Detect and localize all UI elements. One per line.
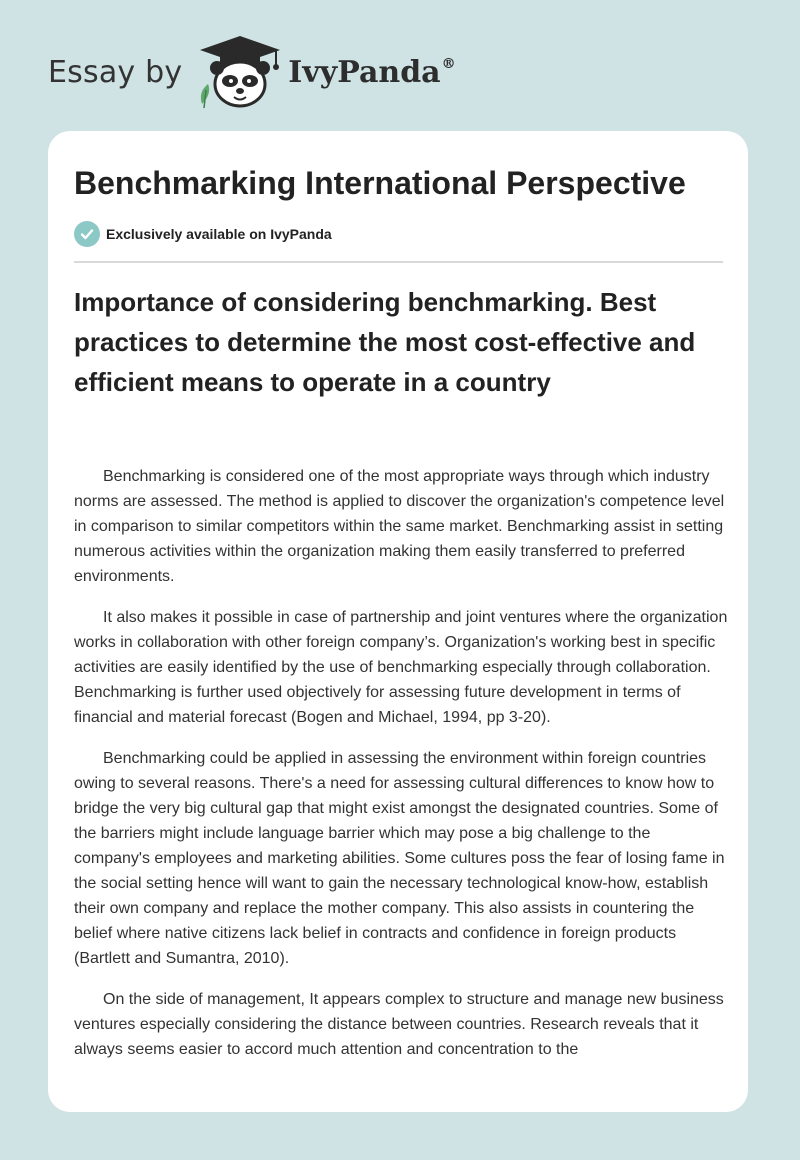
article-body <box>74 464 729 1078</box>
page-title: Benchmarking International Perspective <box>74 165 686 201</box>
article-card <box>48 131 748 1112</box>
exclusive-badge <box>74 221 332 247</box>
brand-name[interactable] <box>288 55 455 90</box>
paragraph: Benchmarking could be applied in assessing the environment within foreign countries owing to several reasons. There's a need for assessing cultural differences to know how to bridge the very big cultural gap that might exist amongst the designated countries. Some of the barriers might include language barrier which may pose a big challenge to the company's employees and marketing abilities. Some cultures poss the fear of losing fame in the social setting hence will want to gain the necessary technological know-how, establish their own company and replace the mother company. This also assists in countering the belief where native citizens lack belief in contracts and confidence in foreign products (Bartlett and Sumantra, 2010). <box>74 750 725 967</box>
panda-logo-icon[interactable] <box>194 34 286 110</box>
section-heading: Importance of considering benchmarking. Best practices to determine the most cost-effective and efficient means to operate in a country <box>74 287 696 397</box>
check-icon <box>74 221 100 247</box>
paragraph: Benchmarking is considered one of the most appropriate ways through which industry norms are assessed. The method is applied to discover the organization's competence level in comparison to similar competitors within the same market. Benchmarking assist in setting numerous activities within the organization making them easily transferred to preferred environments. <box>74 468 725 585</box>
brand-text: IvyPanda <box>288 54 441 90</box>
site-header <box>48 32 456 112</box>
registered-mark: ® <box>441 55 456 72</box>
paragraph: On the side of management, It appears complex to structure and manage new business ventures especially considering the distance between countries. Research reveals that it always seems easier to accord much attention and concentration to the <box>74 991 724 1058</box>
badge-label: Exclusively available on IvyPanda <box>106 226 332 242</box>
paragraph: It also makes it possible in case of partnership and joint ventures where the organization works in collaboration with other foreign company’s. Organization's working best in specific activities are easily identified by the use of benchmarking especially through collaboration. Benchmarking is further used objectively for assessing future development in terms of financial and material forecast (Bogen and Michael, 1994, pp 3-20). <box>74 609 728 726</box>
essay-by-label: Essay by <box>48 54 183 90</box>
divider <box>74 261 723 263</box>
